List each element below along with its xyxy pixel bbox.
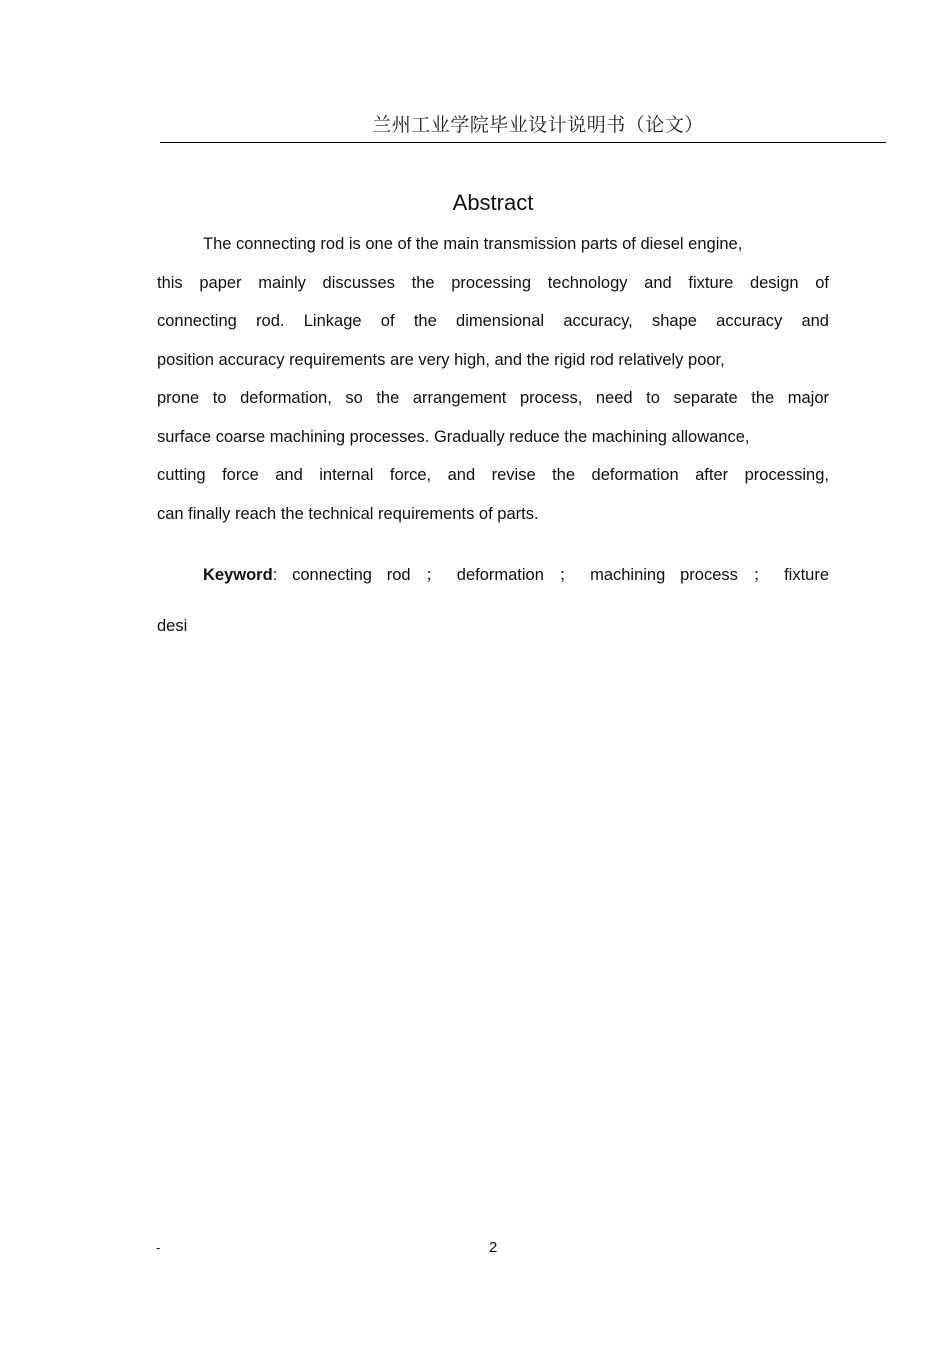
abstract-line: this paper mainly discusses the processing technology and fixture design of: [157, 273, 829, 292]
keywords-label: Keyword: [203, 566, 273, 584]
keywords-continuation: desi: [157, 617, 188, 635]
abstract-line: position accuracy requirements are very high, and the rigid rod relatively poor,: [157, 350, 725, 369]
keywords-line: [157, 562, 829, 588]
abstract-line: connecting rod. Linkage of the dimensional accuracy, shape accuracy and: [157, 312, 829, 330]
abstract-line: The connecting rod is one of the main transmission parts of diesel engine,: [203, 235, 743, 253]
abstract-line: cutting force and internal force, and revise the deformation after processing,: [157, 466, 829, 484]
page-header: [160, 112, 886, 143]
header-title: 兰州工业学院毕业设计说明书（论文）: [372, 114, 704, 136]
abstract-heading: Abstract: [452, 190, 534, 215]
keywords-text: : connecting rod ； deformation ； machining process ； fixture: [272, 566, 829, 584]
abstract-line: surface coarse machining processes. Gradually reduce the machining allowance,: [157, 427, 750, 446]
abstract-body: [157, 231, 829, 539]
page-number: 2: [489, 1239, 498, 1256]
footer-dash: -: [156, 1240, 161, 1255]
abstract-line: prone to deformation, so the arrangement process, need to separate the major: [157, 389, 829, 407]
abstract-line: can finally reach the technical requirements of parts.: [157, 504, 539, 523]
